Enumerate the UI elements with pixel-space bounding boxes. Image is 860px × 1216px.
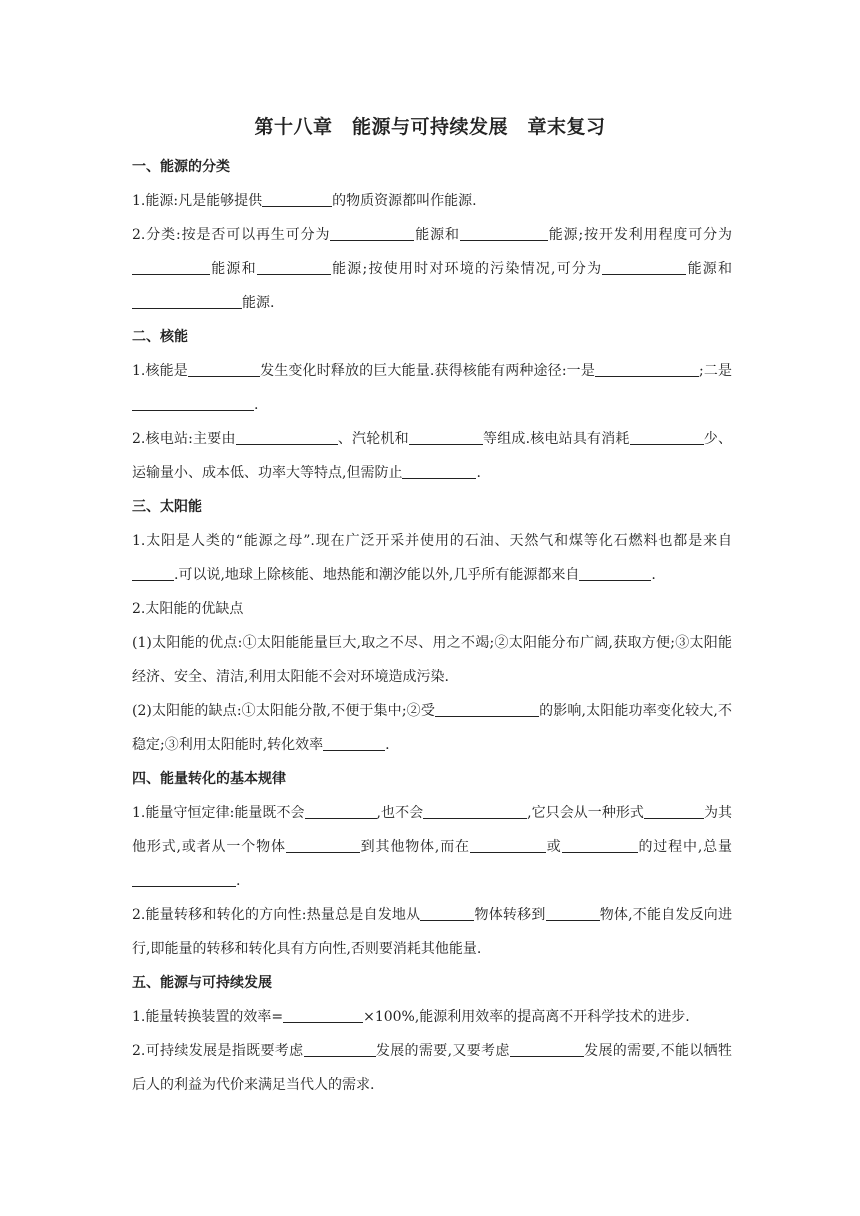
fill-in-blank[interactable] — [236, 429, 338, 445]
text-run: 1.能量转换装置的效率= — [132, 1009, 284, 1025]
text-run: . — [385, 737, 390, 753]
fill-in-blank[interactable] — [283, 1007, 363, 1023]
text-run: . — [236, 873, 241, 889]
fill-in-blank[interactable] — [262, 191, 332, 207]
text-run: 的过程中,总量 — [637, 839, 733, 855]
fill-in-blank[interactable] — [132, 293, 242, 309]
text-run: 2.可持续发展是指既要考虑 — [132, 1043, 304, 1059]
fill-in-blank[interactable] — [402, 463, 476, 479]
section-heading: 四、能量转化的基本规律 — [132, 771, 286, 787]
fill-in-blank[interactable] — [305, 803, 377, 819]
fill-in-blank[interactable] — [286, 837, 360, 853]
text-run: 为其他形式,或者从一个物体 — [132, 805, 733, 855]
text-run: 、汽轮机和 — [337, 431, 409, 447]
text-run: (2)太阳能的缺点:①太阳能分散,不便于集中;②受 — [132, 703, 435, 719]
fill-in-blank[interactable] — [330, 225, 414, 241]
text-run: ×100%,能源利用效率的提高离不开科学技术的进步. — [363, 1009, 690, 1025]
fill-in-blank[interactable] — [435, 701, 539, 717]
fill-in-blank[interactable] — [132, 565, 174, 581]
paragraph — [132, 898, 732, 966]
text-run: 物体转移到 — [474, 907, 546, 923]
fill-in-blank[interactable] — [595, 361, 699, 377]
fill-in-blank[interactable] — [188, 361, 260, 377]
fill-in-blank[interactable] — [579, 565, 651, 581]
text-run: ,也不会 — [376, 805, 424, 821]
paragraph — [132, 184, 732, 218]
review-content — [132, 150, 732, 1102]
text-run: 1.能源:凡是能够提供 — [132, 193, 263, 209]
fill-in-blank[interactable] — [630, 429, 704, 445]
text-run: 1.太阳是人类的“能源之母”.现在广泛开采并使用的石油、天然气和煤等化石燃料也都是来自 — [132, 533, 732, 549]
fill-in-blank[interactable] — [257, 259, 331, 275]
fill-in-blank[interactable] — [132, 259, 210, 275]
section-heading: 二、核能 — [132, 329, 188, 345]
text-run: (1)太阳能的优点:①太阳能能量巨大,取之不尽、用之不竭;②太阳能分布广阔,获取方便;③太阳能经济、安全、清洁,利用太阳能不会对环境造成污染. — [132, 635, 732, 685]
text-run: 2.核电站:主要由 — [132, 431, 236, 447]
paragraph — [132, 1000, 732, 1034]
fill-in-blank[interactable] — [132, 871, 236, 887]
paragraph — [132, 694, 732, 762]
text-run: 1.能量守恒定律:能量既不会 — [132, 805, 305, 821]
fill-in-blank[interactable] — [546, 905, 600, 921]
paragraph — [132, 524, 732, 592]
fill-in-blank[interactable] — [602, 259, 686, 275]
text-run: 2.分类:按是否可以再生可分为 — [132, 227, 331, 243]
fill-in-blank[interactable] — [423, 803, 527, 819]
text-run: 发展的需要,不能以牺牲后人的利益为代价来满足当代人的需求. — [132, 1043, 732, 1093]
text-run: 能源;按使用时对环境的污染情况,可分为 — [330, 261, 603, 277]
fill-in-blank[interactable] — [510, 1041, 584, 1057]
section-heading: 三、太阳能 — [132, 499, 202, 515]
text-run: . — [651, 567, 656, 583]
text-run: 少、运输量小、成本低、功率大等特点,但需防止 — [132, 431, 732, 481]
section-heading: 五、能源与可持续发展 — [132, 975, 272, 991]
text-run: 物体,不能自发反向进行,即能量的转移和转化具有方向性,否则要消耗其他能量. — [132, 907, 732, 957]
paragraph — [132, 422, 732, 490]
text-run: 2.太阳能的优缺点 — [132, 601, 244, 617]
text-run: 发生变化时释放的巨大能量.获得核能有两种途径:一是 — [259, 363, 595, 379]
text-run: 发展的需要,又要考虑 — [375, 1043, 510, 1059]
fill-in-blank[interactable] — [562, 837, 638, 853]
paragraph — [132, 218, 732, 320]
text-run: 能源;按开发利用程度可分为 — [547, 227, 732, 243]
text-run: 等组成.核电站具有消耗 — [482, 431, 630, 447]
text-run: .可以说,地球上除核能、地热能和潮汐能以外,几乎所有能源都来自 — [174, 567, 580, 583]
fill-in-blank[interactable] — [304, 1041, 376, 1057]
chapter-title: 第十八章 能源与可持续发展 章末复习 — [254, 116, 606, 138]
text-run: ,它只会从一种形式 — [527, 805, 644, 821]
paragraph — [132, 354, 732, 422]
text-run: 能源和 — [210, 261, 257, 277]
text-run: 或 — [545, 839, 562, 855]
fill-in-blank[interactable] — [460, 225, 548, 241]
fill-in-blank[interactable] — [409, 429, 483, 445]
text-run: ;二是 — [698, 363, 732, 379]
paragraph — [132, 592, 732, 626]
text-run: . — [254, 397, 259, 413]
text-run: . — [476, 465, 481, 481]
text-run: 能源和 — [414, 227, 460, 243]
paragraph — [132, 796, 732, 898]
text-run: 的物质资源都叫作能源. — [332, 193, 477, 209]
text-run: 的影响,太阳能功率变化较大,不稳定;③利用太阳能时,转化效率 — [132, 703, 732, 753]
text-run: 能源. — [242, 295, 275, 311]
fill-in-blank[interactable] — [132, 395, 254, 411]
fill-in-blank[interactable] — [420, 905, 474, 921]
text-run: 2.能量转移和转化的方向性:热量总是自发地从 — [132, 907, 421, 923]
fill-in-blank[interactable] — [323, 735, 385, 751]
paragraph — [132, 1034, 732, 1102]
text-run: 能源和 — [686, 261, 733, 277]
fill-in-blank[interactable] — [470, 837, 546, 853]
text-run: 1.核能是 — [132, 363, 188, 379]
section-heading: 一、能源的分类 — [132, 159, 230, 175]
fill-in-blank[interactable] — [644, 803, 704, 819]
paragraph — [132, 626, 732, 694]
text-run: 到其他物体,而在 — [359, 839, 470, 855]
